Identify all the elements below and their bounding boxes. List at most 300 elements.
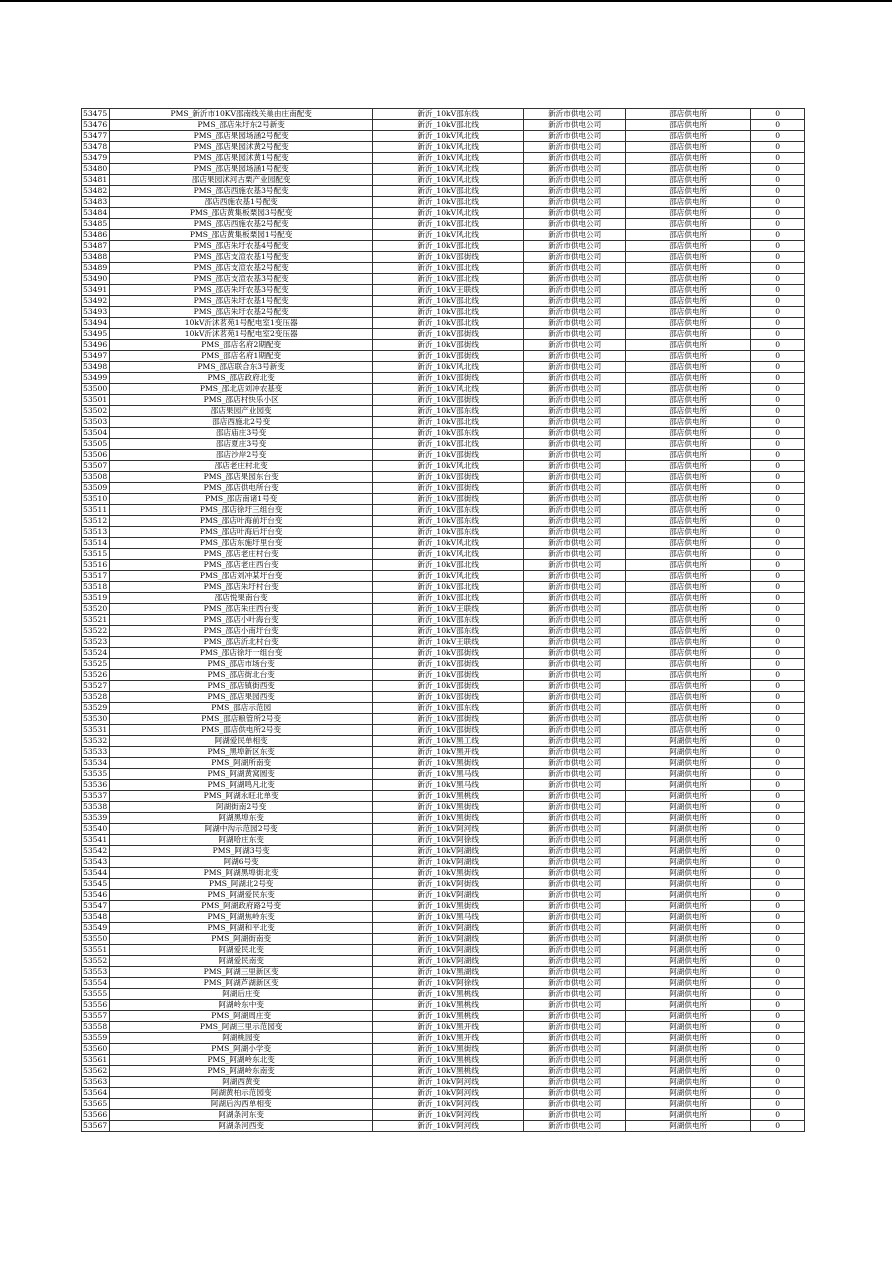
value-cell: 0 [751,846,805,857]
table-row [82,1121,805,1132]
line-name-cell: 新沂_10kV黑桃线 [373,1011,524,1022]
line-name-cell: 新沂_10kV阿徐线 [373,835,524,846]
row-id-cell: 53539 [82,813,110,824]
line-name-cell: 新沂_10kV邵街线 [373,329,524,340]
row-id-cell: 53543 [82,857,110,868]
value-cell: 0 [751,1066,805,1077]
table-row [82,153,805,164]
device-name-cell: PMS_邵店村快乐小区 [110,395,373,406]
device-name-cell: 阿湖6号变 [110,857,373,868]
device-name-cell: PMS_邵店镇街西变 [110,681,373,692]
row-id-cell: 53500 [82,384,110,395]
company-cell: 新沂市供电公司 [524,219,626,230]
row-id-cell: 53514 [82,538,110,549]
station-cell: 邵店供电所 [626,329,751,340]
value-cell: 0 [751,384,805,395]
value-cell: 0 [751,857,805,868]
table-row [82,483,805,494]
device-name-cell: PMS_邵店示范园 [110,703,373,714]
row-id-cell: 53476 [82,120,110,131]
value-cell: 0 [751,175,805,186]
company-cell: 新沂市供电公司 [524,725,626,736]
table-row [82,1000,805,1011]
line-name-cell: 新沂_10kV邵东线 [373,505,524,516]
device-name-cell: 邵店果园沭河古栗产业园配变 [110,175,373,186]
station-cell: 阿湖供电所 [626,1011,751,1022]
table-row [82,945,805,956]
row-id-cell: 53488 [82,252,110,263]
line-name-cell: 新沂_10kV阿湖线 [373,934,524,945]
row-id-cell: 53485 [82,219,110,230]
row-id-cell: 53493 [82,307,110,318]
value-cell: 0 [751,769,805,780]
station-cell: 阿湖供电所 [626,945,751,956]
company-cell: 新沂市供电公司 [524,1055,626,1066]
station-cell: 邵店供电所 [626,626,751,637]
station-cell: 邵店供电所 [626,428,751,439]
station-cell: 阿湖供电所 [626,934,751,945]
value-cell: 0 [751,483,805,494]
row-id-cell: 53536 [82,780,110,791]
station-cell: 邵店供电所 [626,120,751,131]
station-cell: 阿湖供电所 [626,923,751,934]
line-name-cell: 新沂_10kV阿河线 [373,824,524,835]
company-cell: 新沂市供电公司 [524,758,626,769]
value-cell: 0 [751,956,805,967]
line-name-cell: 新沂_10kV阿湖线 [373,956,524,967]
company-cell: 新沂市供电公司 [524,923,626,934]
device-name-cell: PMS_邵店沂北村台变 [110,637,373,648]
line-name-cell: 新沂_10kV邵街线 [373,450,524,461]
station-cell: 邵店供电所 [626,296,751,307]
row-id-cell: 53553 [82,967,110,978]
row-id-cell: 53557 [82,1011,110,1022]
table-row [82,571,805,582]
company-cell: 新沂市供电公司 [524,417,626,428]
device-name-cell: PMS_邵店徐圩一组台变 [110,648,373,659]
row-id-cell: 53535 [82,769,110,780]
station-cell: 邵店供电所 [626,593,751,604]
station-cell: 邵店供电所 [626,175,751,186]
line-name-cell: 新沂_10kV黑街线 [373,813,524,824]
value-cell: 0 [751,626,805,637]
station-cell: 阿湖供电所 [626,846,751,857]
table-row [82,846,805,857]
table-row [82,538,805,549]
line-name-cell: 新沂_10kV邵东线 [373,109,524,120]
device-name-cell: 阿湖条河西变 [110,1121,373,1132]
line-name-cell: 新沂_10kV阿街线 [373,879,524,890]
company-cell: 新沂市供电公司 [524,362,626,373]
device-name-cell: PMS_邵店名府2期配变 [110,340,373,351]
line-name-cell: 新沂_10kV风北线 [373,362,524,373]
station-cell: 阿湖供电所 [626,901,751,912]
value-cell: 0 [751,868,805,879]
company-cell: 新沂市供电公司 [524,1022,626,1033]
device-name-cell: PMS_黑埠新区东变 [110,747,373,758]
value-cell: 0 [751,296,805,307]
company-cell: 新沂市供电公司 [524,1033,626,1044]
company-cell: 新沂市供电公司 [524,208,626,219]
table-row [82,901,805,912]
row-id-cell: 53558 [82,1022,110,1033]
line-name-cell: 新沂_10kV邵街线 [373,373,524,384]
row-id-cell: 53538 [82,802,110,813]
company-cell: 新沂市供电公司 [524,615,626,626]
table-row [82,747,805,758]
device-name-cell: 10kV沂沭茗苑1号配电室1变压器 [110,318,373,329]
station-cell: 阿湖供电所 [626,857,751,868]
value-cell: 0 [751,274,805,285]
company-cell: 新沂市供电公司 [524,461,626,472]
table-row [82,285,805,296]
value-cell: 0 [751,208,805,219]
value-cell: 0 [751,1099,805,1110]
table-row [82,197,805,208]
station-cell: 阿湖供电所 [626,989,751,1000]
row-id-cell: 53547 [82,901,110,912]
company-cell: 新沂市供电公司 [524,989,626,1000]
device-name-cell: PMS_阿湖和平北变 [110,923,373,934]
line-name-cell: 新沂_10kV邵街线 [373,670,524,681]
line-name-cell: 新沂_10kV风北线 [373,461,524,472]
station-cell: 邵店供电所 [626,318,751,329]
station-cell: 邵店供电所 [626,395,751,406]
company-cell: 新沂市供电公司 [524,736,626,747]
row-id-cell: 53511 [82,505,110,516]
company-cell: 新沂市供电公司 [524,472,626,483]
table-row [82,725,805,736]
company-cell: 新沂市供电公司 [524,241,626,252]
line-name-cell: 新沂_10kV邵街线 [373,714,524,725]
value-cell: 0 [751,967,805,978]
table-row [82,296,805,307]
station-cell: 邵店供电所 [626,186,751,197]
line-name-cell: 新沂_10kV阿湖线 [373,945,524,956]
row-id-cell: 53559 [82,1033,110,1044]
line-name-cell: 新沂_10kV王联线 [373,285,524,296]
line-name-cell: 新沂_10kV邵北线 [373,241,524,252]
line-name-cell: 新沂_10kV王联线 [373,604,524,615]
row-id-cell: 53502 [82,406,110,417]
company-cell: 新沂市供电公司 [524,1000,626,1011]
value-cell: 0 [751,120,805,131]
company-cell: 新沂市供电公司 [524,120,626,131]
line-name-cell: 新沂_10kV邵街线 [373,692,524,703]
row-id-cell: 53526 [82,670,110,681]
company-cell: 新沂市供电公司 [524,626,626,637]
line-name-cell: 新沂_10kV邵北线 [373,263,524,274]
row-id-cell: 53481 [82,175,110,186]
value-cell: 0 [751,560,805,571]
station-cell: 邵店供电所 [626,483,751,494]
value-cell: 0 [751,1033,805,1044]
device-name-cell: PMS_阿湖周庄变 [110,1011,373,1022]
row-id-cell: 53562 [82,1066,110,1077]
line-name-cell: 新沂_10kV阿徐线 [373,978,524,989]
station-cell: 邵店供电所 [626,439,751,450]
company-cell: 新沂市供电公司 [524,1011,626,1022]
table-row [82,230,805,241]
table-row [82,593,805,604]
row-id-cell: 53537 [82,791,110,802]
company-cell: 新沂市供电公司 [524,1099,626,1110]
table-row [82,142,805,153]
company-cell: 新沂市供电公司 [524,340,626,351]
row-id-cell: 53532 [82,736,110,747]
value-cell: 0 [751,230,805,241]
table-row [82,373,805,384]
table-row [82,505,805,516]
line-name-cell: 新沂_10kV阿河线 [373,1088,524,1099]
company-cell: 新沂市供电公司 [524,934,626,945]
table-row [82,120,805,131]
value-cell: 0 [751,835,805,846]
device-name-cell: PMS_阿湖所南变 [110,758,373,769]
value-cell: 0 [751,417,805,428]
row-id-cell: 53523 [82,637,110,648]
device-name-cell: 邵店果园产业园变 [110,406,373,417]
value-cell: 0 [751,362,805,373]
value-cell: 0 [751,428,805,439]
device-name-cell: PMS_邵店西施农基3号配变 [110,186,373,197]
row-id-cell: 53503 [82,417,110,428]
row-id-cell: 53486 [82,230,110,241]
table-row [82,472,805,483]
row-id-cell: 53525 [82,659,110,670]
device-name-cell: PMS_新沂市10KV邵南线关巢由庄南配变 [110,109,373,120]
value-cell: 0 [751,263,805,274]
table-row [82,868,805,879]
table-row [82,703,805,714]
company-cell: 新沂市供电公司 [524,791,626,802]
row-id-cell: 53552 [82,956,110,967]
table-row [82,692,805,703]
line-name-cell: 新沂_10kV邵街线 [373,725,524,736]
device-name-cell: PMS_阿湖黑埠街北变 [110,868,373,879]
row-id-cell: 53495 [82,329,110,340]
station-cell: 阿湖供电所 [626,1099,751,1110]
row-id-cell: 53496 [82,340,110,351]
line-name-cell: 新沂_10kV风北线 [373,549,524,560]
company-cell: 新沂市供电公司 [524,1088,626,1099]
company-cell: 新沂市供电公司 [524,186,626,197]
station-cell: 邵店供电所 [626,670,751,681]
row-id-cell: 53479 [82,153,110,164]
line-name-cell: 新沂_10kV黑桃线 [373,1000,524,1011]
value-cell: 0 [751,538,805,549]
value-cell: 0 [751,329,805,340]
station-cell: 邵店供电所 [626,252,751,263]
device-name-cell: PMS_邵店朱圩东2号新变 [110,120,373,131]
table-row [82,186,805,197]
device-name-cell: PMS_阿湖芦湖新区变 [110,978,373,989]
station-cell: 邵店供电所 [626,131,751,142]
company-cell: 新沂市供电公司 [524,197,626,208]
station-cell: 阿湖供电所 [626,1088,751,1099]
row-id-cell: 53528 [82,692,110,703]
station-cell: 邵店供电所 [626,461,751,472]
company-cell: 新沂市供电公司 [524,769,626,780]
row-id-cell: 53491 [82,285,110,296]
station-cell: 邵店供电所 [626,450,751,461]
value-cell: 0 [751,879,805,890]
device-name-cell: PMS_阿湖岭东南变 [110,1066,373,1077]
station-cell: 阿湖供电所 [626,813,751,824]
value-cell: 0 [751,593,805,604]
device-name-cell: PMS_邵店名府1期配变 [110,351,373,362]
station-cell: 邵店供电所 [626,648,751,659]
line-name-cell: 新沂_10kV邵东线 [373,703,524,714]
company-cell: 新沂市供电公司 [524,703,626,714]
company-cell: 新沂市供电公司 [524,681,626,692]
table-row [82,956,805,967]
device-name-cell: PMS_邵店徐圩三组台变 [110,505,373,516]
table-row [82,329,805,340]
line-name-cell: 新沂_10kV黑桃线 [373,1055,524,1066]
company-cell: 新沂市供电公司 [524,967,626,978]
company-cell: 新沂市供电公司 [524,318,626,329]
station-cell: 邵店供电所 [626,549,751,560]
line-name-cell: 新沂_10kV邵街线 [373,681,524,692]
device-name-cell: 邵店西施农基1号配变 [110,197,373,208]
company-cell: 新沂市供电公司 [524,329,626,340]
company-cell: 新沂市供电公司 [524,648,626,659]
station-cell: 邵店供电所 [626,197,751,208]
station-cell: 邵店供电所 [626,285,751,296]
device-name-cell: PMS_阿湖永旺北单变 [110,791,373,802]
row-id-cell: 53512 [82,516,110,527]
device-name-cell: PMS_邵店南诸1号变 [110,494,373,505]
line-name-cell: 新沂_10kV风北线 [373,142,524,153]
station-cell: 阿湖供电所 [626,890,751,901]
device-name-cell: PMS_邵店供电所台变 [110,483,373,494]
company-cell: 新沂市供电公司 [524,890,626,901]
station-cell: 邵店供电所 [626,274,751,285]
station-cell: 邵店供电所 [626,571,751,582]
station-cell: 邵店供电所 [626,692,751,703]
table-row [82,527,805,538]
table-row [82,175,805,186]
station-cell: 阿湖供电所 [626,868,751,879]
station-cell: 邵店供电所 [626,362,751,373]
table-row [82,857,805,868]
row-id-cell: 53480 [82,164,110,175]
station-cell: 邵店供电所 [626,263,751,274]
table-row [82,1066,805,1077]
value-cell: 0 [751,725,805,736]
table-row [82,989,805,1000]
value-cell: 0 [751,1044,805,1055]
value-cell: 0 [751,703,805,714]
company-cell: 新沂市供电公司 [524,505,626,516]
row-id-cell: 53561 [82,1055,110,1066]
value-cell: 0 [751,736,805,747]
line-name-cell: 新沂_10kV黑桃线 [373,791,524,802]
table-row [82,252,805,263]
station-cell: 阿湖供电所 [626,1000,751,1011]
value-cell: 0 [751,153,805,164]
row-id-cell: 53483 [82,197,110,208]
value-cell: 0 [751,615,805,626]
device-name-cell: PMS_邵店东施圩里台变 [110,538,373,549]
station-cell: 邵店供电所 [626,241,751,252]
line-name-cell: 新沂_10kV邵街线 [373,340,524,351]
row-id-cell: 53560 [82,1044,110,1055]
company-cell: 新沂市供电公司 [524,428,626,439]
station-cell: 邵店供电所 [626,637,751,648]
station-cell: 阿湖供电所 [626,912,751,923]
device-name-cell: PMS_阿湖焦岭东变 [110,912,373,923]
company-cell: 新沂市供电公司 [524,604,626,615]
company-cell: 新沂市供电公司 [524,978,626,989]
station-cell: 邵店供电所 [626,560,751,571]
table-row [82,109,805,120]
device-name-cell: PMS_邵店老庄村台变 [110,549,373,560]
device-name-cell: PMS_阿湖小学变 [110,1044,373,1055]
table-row [82,1022,805,1033]
table-row [82,263,805,274]
device-name-cell: PMS_邵店支渲农基1号配变 [110,252,373,263]
table-row [82,395,805,406]
device-name-cell: PMS_邵店果园场涵1号配变 [110,164,373,175]
table-row [82,835,805,846]
station-cell: 阿湖供电所 [626,736,751,747]
company-cell: 新沂市供电公司 [524,384,626,395]
table-row [82,780,805,791]
row-id-cell: 53506 [82,450,110,461]
line-name-cell: 新沂_10kV黑马线 [373,912,524,923]
company-cell: 新沂市供电公司 [524,780,626,791]
row-id-cell: 53565 [82,1099,110,1110]
station-cell: 邵店供电所 [626,494,751,505]
device-name-cell: PMS_阿湖鸣凡北变 [110,780,373,791]
device-name-cell: 阿湖哈庄东变 [110,835,373,846]
station-cell: 阿湖供电所 [626,802,751,813]
device-name-cell: PMS_阿湖爱民东变 [110,890,373,901]
row-id-cell: 53490 [82,274,110,285]
station-cell: 邵店供电所 [626,164,751,175]
value-cell: 0 [751,472,805,483]
line-name-cell: 新沂_10kV黑马线 [373,769,524,780]
device-name-cell: PMS_阿湖三里示范园变 [110,1022,373,1033]
row-id-cell: 53527 [82,681,110,692]
company-cell: 新沂市供电公司 [524,131,626,142]
station-cell: 阿湖供电所 [626,780,751,791]
value-cell: 0 [751,318,805,329]
line-name-cell: 新沂_10kV邵街线 [373,395,524,406]
device-name-cell: PMS_阿湖街南变 [110,934,373,945]
value-cell: 0 [751,813,805,824]
line-name-cell: 新沂_10kV风北线 [373,175,524,186]
station-cell: 邵店供电所 [626,714,751,725]
table-row [82,241,805,252]
company-cell: 新沂市供电公司 [524,857,626,868]
line-name-cell: 新沂_10kV邵北线 [373,439,524,450]
company-cell: 新沂市供电公司 [524,307,626,318]
line-name-cell: 新沂_10kV风北线 [373,538,524,549]
station-cell: 邵店供电所 [626,384,751,395]
table-row [82,967,805,978]
device-name-cell: 10kV沂沭茗苑1号配电室2变压器 [110,329,373,340]
company-cell: 新沂市供电公司 [524,593,626,604]
company-cell: 新沂市供电公司 [524,142,626,153]
device-name-cell: PMS_邵店叶海前圩台变 [110,516,373,527]
row-id-cell: 53478 [82,142,110,153]
value-cell: 0 [751,131,805,142]
table-row [82,362,805,373]
table-row [82,450,805,461]
